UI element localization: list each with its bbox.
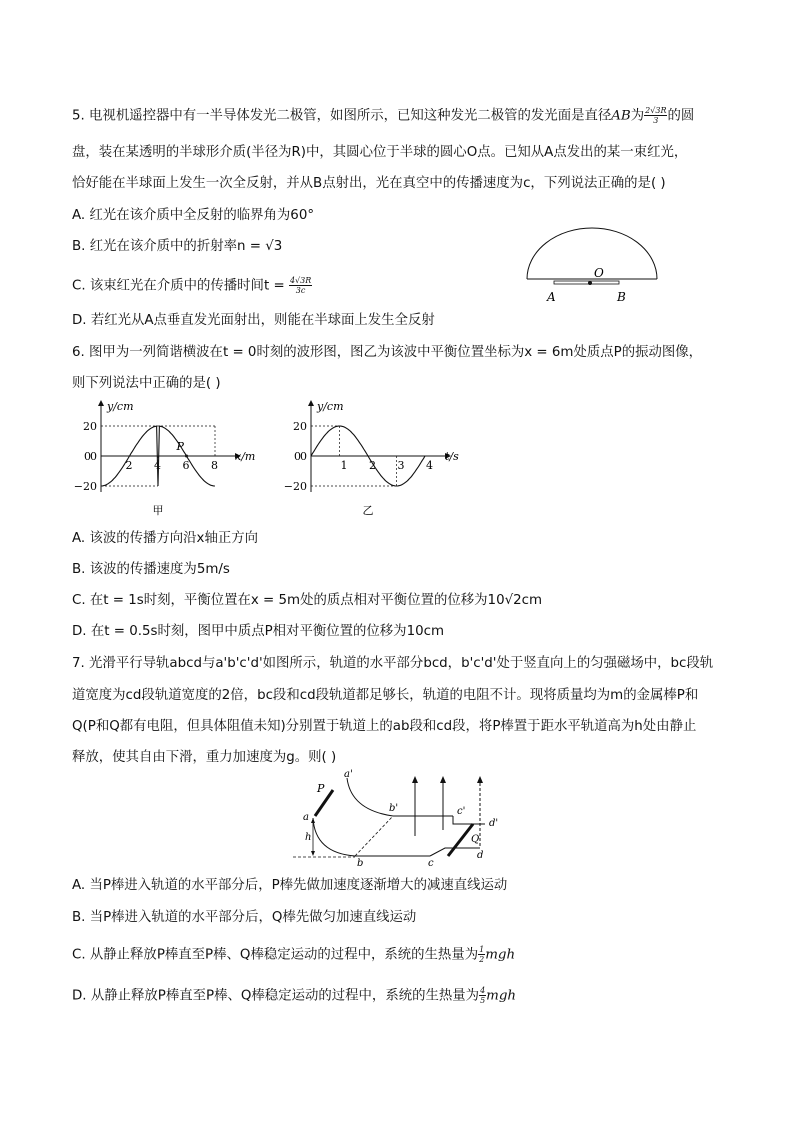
q7-option-c-denominator: 2 — [479, 955, 485, 964]
x-tick-label: 4 — [154, 459, 161, 472]
q7-option-d-numerator: 4 — [480, 986, 486, 995]
q5-stem-line-3: 恰好能在半球面上发生一次全反射，并从B点射出，光在真空中的传播速度为c，下列说法正确的是( ) — [72, 176, 666, 191]
label-h: h — [305, 832, 312, 843]
label-q: Q — [471, 834, 480, 845]
q5-option-b: B. 红光在该介质中的折射率n = √3 — [72, 239, 283, 254]
q6-option-b: B. 该波的传播速度为5m/s — [72, 562, 230, 577]
x-tick-label: 1 — [340, 459, 348, 472]
q5-option-a: A. 红光在该介质中全反射的临界角为60° — [72, 208, 315, 223]
q7-stem-line-2: 道宽度为cd段轨道宽度的2倍，bc段和cd段轨道都足够长，轨道的电阻不计。现将质量均为m的金属棒P和 — [72, 688, 699, 703]
q6-option-d: D. 在t = 0.5s时刻，图甲中质点P相对平衡位置的位移为10cm — [72, 624, 445, 639]
origin-label: 0 — [294, 450, 301, 463]
label-a: a — [303, 812, 309, 823]
chart-caption: 甲 — [152, 504, 164, 517]
q7-option-c-expr: mgh — [485, 947, 516, 963]
label-b: B — [617, 290, 626, 304]
q7-option-b: B. 当P棒进入轨道的水平部分后，Q棒先做匀加速直线运动 — [72, 910, 417, 925]
q7-stem-line-1: 7. 光滑平行导轨abcd与a'b'c'd'如图所示，轨道的水平部分bcd，b'c'd'处于竖直向上的匀强磁场中，bc段轨 — [72, 656, 714, 671]
x-axis-label: x/m — [235, 450, 256, 463]
hemisphere-arc — [527, 228, 657, 279]
y-axis-arrow — [308, 400, 314, 406]
y-tick-label: 20 — [293, 420, 307, 433]
center-point-o — [588, 281, 592, 285]
q5-fraction-numerator: 2√3R — [645, 106, 667, 115]
q5-diameter-fraction — [644, 106, 667, 125]
q5-stem-line-1 — [72, 106, 694, 127]
q5-stem-mid: 为 — [630, 108, 645, 124]
q5-option-c-text: C. 该束红光在介质中的传播时间t = — [72, 278, 285, 294]
q5-option-c-fraction — [289, 276, 312, 295]
q7-option-d-denominator: 5 — [480, 996, 486, 1005]
q7-option-d — [72, 986, 516, 1007]
q7-option-c-text: C. 从静止释放P棒直至P棒、Q棒稳定运动的过程中，系统的生热量为 — [72, 947, 479, 963]
label-b: b — [357, 858, 364, 869]
label-b-prime: b' — [389, 803, 399, 814]
label-p: P — [317, 782, 325, 795]
q7-option-a: A. 当P棒进入轨道的水平部分后，P棒先做加速度逐渐增大的减速直线运动 — [72, 878, 508, 893]
y-axis-label: y/cm — [317, 400, 344, 413]
label-d: d — [477, 850, 484, 861]
q7-rails-figure — [285, 768, 515, 872]
point-p-label: P — [176, 440, 184, 453]
y-axis-arrow — [98, 400, 104, 406]
y-tick-label: 0 — [300, 450, 307, 463]
label-a: A — [547, 290, 556, 304]
q6-option-c: C. 在t = 1s时刻，平衡位置在x = 5m处的质点相对平衡位置的位移为10√2cm — [72, 593, 543, 608]
q5-stem-end: 的圆 — [667, 108, 695, 124]
q7-option-d-text: D. 从静止释放P棒直至P棒、Q棒稳定运动的过程中，系统的生热量为 — [72, 988, 480, 1004]
y-tick-label: 0 — [90, 450, 97, 463]
q5-option-d: D. 若红光从A点垂直发光面射出，则能在半球面上发生全反射 — [72, 313, 435, 328]
y-tick-label: 20 — [83, 420, 97, 433]
dashed-b-bprime — [355, 816, 393, 856]
q6-option-a: A. 该波的传播方向沿x轴正方向 — [72, 531, 259, 546]
q6-stem-line-1: 6. 图甲为一列简谐横波在t = 0时刻的波形图，图乙为该波中平衡位置坐标为x = 6m处质点P的振动图像， — [72, 345, 703, 360]
label-d-prime: d' — [489, 818, 499, 829]
rod-q — [448, 824, 473, 856]
q5-fraction-denominator: 3 — [653, 116, 659, 125]
front-curve-ab — [313, 818, 355, 856]
q5-stem-line-2: 盘，装在某透明的半球形介质(半径为R)中，其圆心位于半球的圆心O点。已知从A点发出的某一束红光， — [72, 145, 688, 160]
q5-stem-text: 5. 电视机遥控器中有一半导体发光二极管，如图所示，已知这种发光二极管的发光面是直径 — [72, 108, 612, 124]
emitting-disc — [554, 281, 619, 284]
back-curve-ab-prime — [347, 778, 393, 816]
q5-hemisphere-figure — [522, 220, 662, 304]
x-tick-label: 8 — [211, 459, 218, 472]
q5-option-c-numerator: 4√3R — [289, 276, 312, 285]
label-c: c — [428, 858, 434, 869]
q5-option-c — [72, 276, 312, 297]
x-tick-label: 2 — [369, 459, 376, 472]
q7-option-c-numerator: 1 — [479, 945, 485, 954]
wave-graph-jia — [75, 398, 275, 518]
q7-stem-line-3: Q(P和Q都有电阻，但具体阻值未知)分别置于轨道上的ab段和cd段，将P棒置于距水平轨道高为h处由静止 — [72, 719, 697, 734]
x-axis-label: t/s — [445, 450, 459, 463]
q7-option-c — [72, 945, 515, 966]
y-tick-label: −20 — [73, 480, 97, 493]
q7-stem-line-4: 释放，使其自由下滑，重力加速度为g。则( ) — [72, 750, 337, 765]
x-tick-label: 4 — [426, 459, 433, 472]
x-tick-label: 6 — [182, 459, 190, 472]
chart-caption: 乙 — [362, 504, 374, 517]
point-p — [185, 455, 188, 458]
q7-option-d-expr: mgh — [486, 988, 517, 1004]
label-a-prime: a' — [344, 769, 353, 780]
origin-label: 0 — [84, 450, 91, 463]
q6-stem-line-2: 则下列说法中正确的是( ) — [72, 376, 221, 391]
label-o: O — [594, 266, 604, 280]
q5-option-c-denominator: 3c — [295, 286, 306, 295]
x-tick-label: 3 — [397, 459, 405, 472]
y-tick-label: −20 — [283, 480, 307, 493]
y-axis-label: y/cm — [107, 400, 134, 413]
label-c-prime: c' — [457, 806, 466, 817]
q5-ab-symbol: AB — [611, 108, 631, 124]
vibration-graph-yi — [285, 398, 485, 518]
x-tick-label: 2 — [125, 459, 133, 472]
